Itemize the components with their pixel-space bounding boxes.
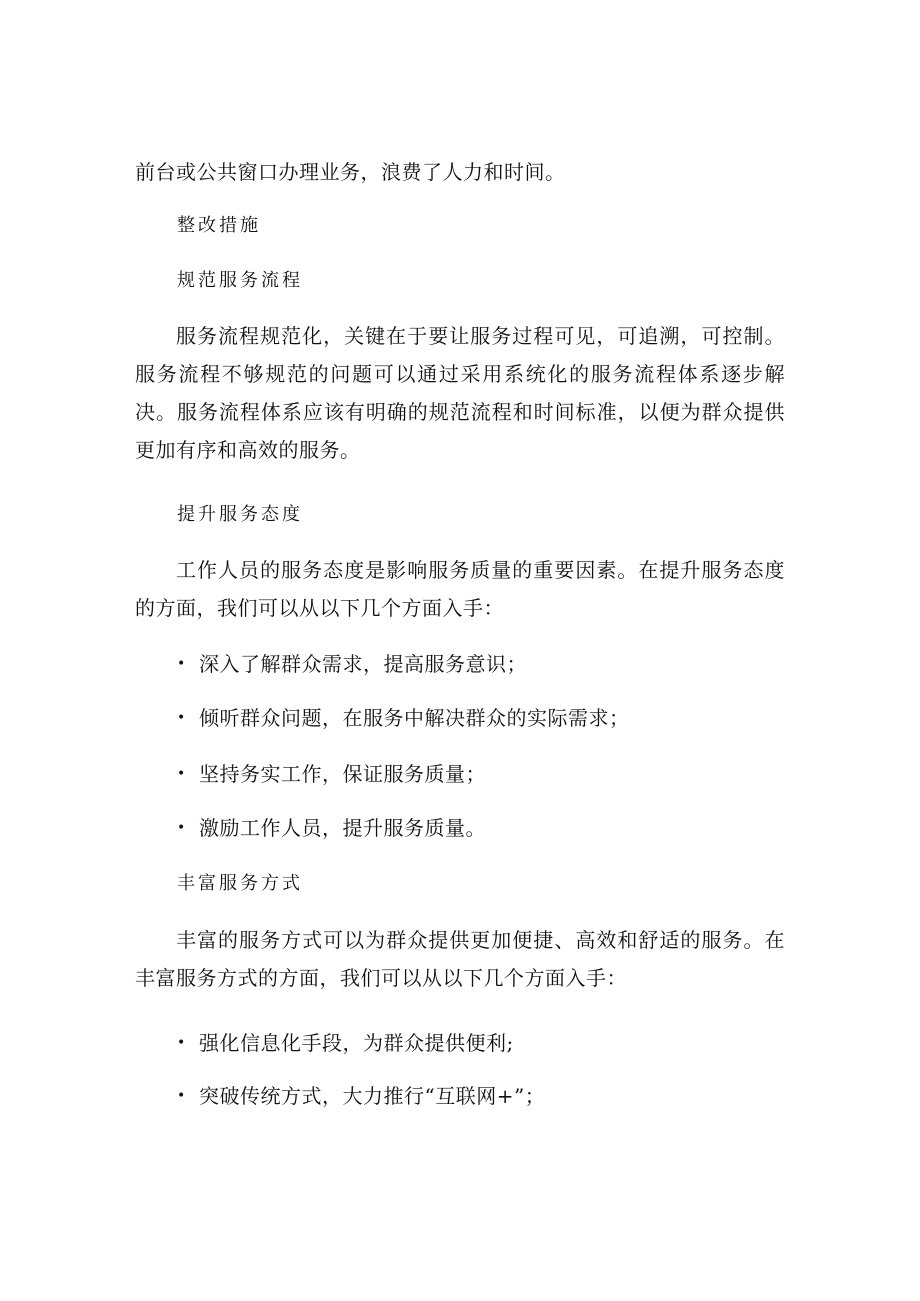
- section-heading-measures: 整改措施: [177, 215, 261, 236]
- list-item: [177, 760, 787, 788]
- section-heading-attitude: 提升服务态度: [177, 504, 303, 525]
- bullet-icon: •: [177, 1035, 186, 1051]
- bullet-icon: •: [177, 656, 186, 672]
- list-item-text: 突破传统方式，大力推行“互联网+”；: [199, 1084, 546, 1108]
- bullet-icon: •: [177, 820, 186, 836]
- list-item-text: 倾听群众问题，在服务中解决群众的实际需求；: [199, 706, 630, 730]
- section-heading-process: 规范服务流程: [177, 270, 303, 291]
- process-paragraph: 服务流程规范化，关键在于要让服务过程可见，可追溯，可控制。服务流程不够规范的问题可以通过采用系统化的服务流程体系逐步解决。服务流程体系应该有明确的规范流程和时间标准，以便为群众提供更加有序和高效的服务。: [135, 324, 785, 462]
- bullet-icon: •: [177, 1088, 186, 1104]
- list-item: [177, 1029, 787, 1057]
- list-item-text: 深入了解群众需求，提高服务意识；: [199, 652, 527, 676]
- bullet-icon: •: [177, 766, 186, 782]
- list-item: [177, 814, 787, 842]
- attitude-paragraph: 工作人员的服务态度是影响服务质量的重要因素。在提升服务态度的方面，我们可以从以下几个方面入手：: [135, 558, 785, 620]
- list-item-text: 激励工作人员，提升服务质量。: [199, 816, 486, 840]
- list-item: [177, 704, 787, 732]
- intro-paragraph: 前台或公共窗口办理业务，浪费了人力和时间。: [135, 160, 566, 184]
- list-item-text: 坚持务实工作，保证服务质量；: [199, 762, 486, 786]
- bullet-icon: •: [177, 710, 186, 726]
- list-item: [177, 1082, 787, 1110]
- methods-paragraph: 丰富的服务方式可以为群众提供更加便捷、高效和舒适的服务。在丰富服务方式的方面，我们可以从以下几个方面入手：: [135, 928, 785, 990]
- section-heading-methods: 丰富服务方式: [177, 873, 303, 894]
- list-item-text: 强化信息化手段，为群众提供便利;: [199, 1031, 514, 1055]
- list-item: [177, 650, 787, 678]
